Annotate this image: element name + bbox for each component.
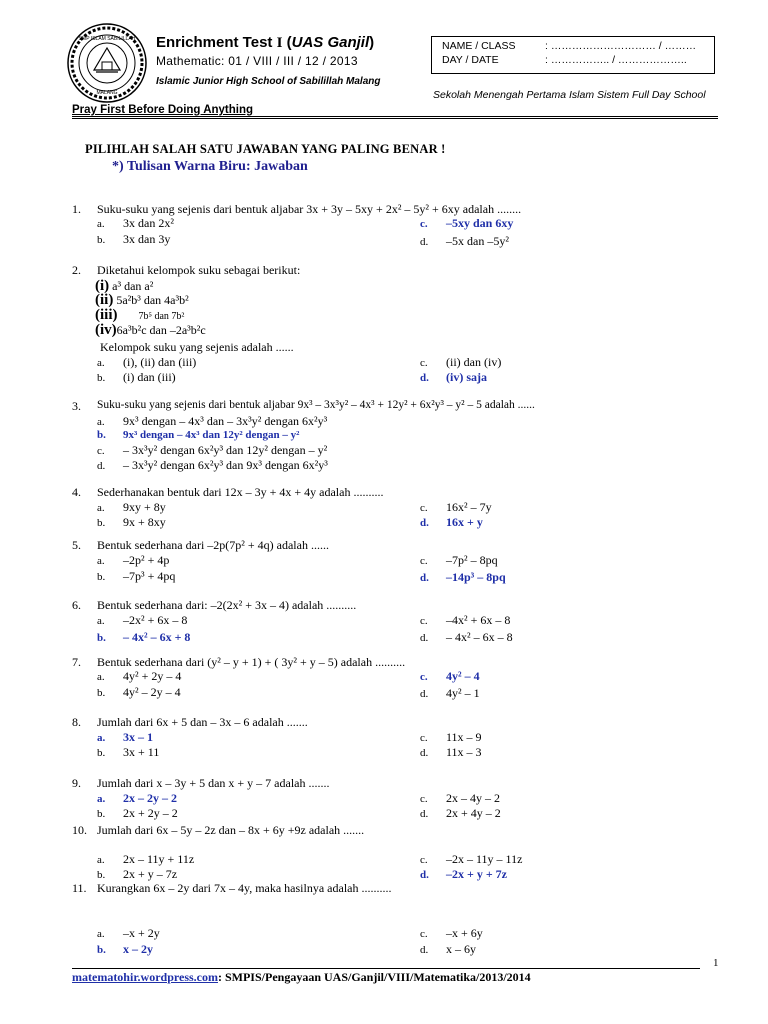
school-logo	[66, 22, 148, 104]
option-b[interactable]: b. –7p³ + 4pq	[97, 569, 176, 583]
option-a[interactable]: a. –x + 2y	[97, 926, 160, 940]
student-info-box	[431, 36, 715, 74]
question-text: Kurangkan 6x – 2y dari 7x – 4y, maka hasilnya adalah ..........	[97, 881, 392, 895]
option-d[interactable]: d. – 4x² – 6x – 8	[420, 630, 513, 644]
group-ii: (ii) 5a²b³ dan 4a³b²	[95, 292, 189, 308]
option-b[interactable]: b. 3x dan 3y	[97, 232, 171, 246]
test-title: Enrichment Test I (UAS Ganjil)	[156, 34, 375, 51]
option-b[interactable]: b. 9x³ dengan – 4x³ dan 12y² dengan – y²	[97, 429, 300, 441]
option-d[interactable]: d. –14p³ – 8pq	[420, 570, 506, 584]
option-a[interactable]: a. 2x – 11y + 11z	[97, 852, 195, 866]
day-date-field[interactable]: : …………….. / ………………..	[545, 54, 687, 66]
option-a[interactable]: a. 9x³ dengan – 4x³ dan – 3x³y² dengan 6x²y³	[97, 414, 328, 428]
option-d[interactable]: d. x – 6y	[420, 942, 476, 956]
footer	[72, 970, 531, 985]
option-b[interactable]: b. 4y² – 2y – 4	[97, 685, 181, 699]
option-b[interactable]: b. 3x + 11	[97, 745, 160, 759]
svg-text:MALANG: MALANG	[96, 90, 118, 96]
option-b[interactable]: b. – 4x² – 6x + 8	[97, 630, 191, 644]
option-b[interactable]: b. (i) dan (iii)	[97, 370, 176, 384]
option-d[interactable]: d. 4y² – 1	[420, 686, 480, 700]
header-divider	[72, 116, 718, 119]
option-c[interactable]: c. –4x² + 6x – 8	[420, 613, 511, 627]
option-a[interactable]: a. 2x – 2y – 2	[97, 791, 177, 805]
name-class-field[interactable]: : ………………………… / ………	[545, 40, 697, 52]
option-c[interactable]: c. (ii) dan (iv)	[420, 355, 502, 369]
question-text: Bentuk sederhana dari –2p(7p² + 4q) adalah ......	[97, 538, 329, 552]
option-b[interactable]: b. 2x + y – 7z	[97, 867, 178, 881]
option-b[interactable]: b. 2x + 2y – 2	[97, 806, 178, 820]
group-iii: (iii) 7b⁵ dan 7b²	[95, 307, 185, 323]
footer-text: : SMPIS/Pengayaan UAS/Ganjil/VIII/Matematika/2013/2014	[217, 970, 531, 984]
pray-note: Pray First Before Doing Anything	[72, 104, 254, 116]
option-c[interactable]: c. 2x – 4y – 2	[420, 791, 500, 805]
option-c[interactable]: c. –x + 6y	[420, 926, 483, 940]
answer-color-note: *) Tulisan Warna Biru: Jawaban	[112, 159, 308, 174]
school-tagline: Sekolah Menengah Pertama Islam Sistem Full Day School	[433, 89, 706, 101]
option-a[interactable]: a. 4y² + 2y – 4	[97, 669, 182, 683]
svg-text:SMP ISLAM SABILILLAH: SMP ISLAM SABILILLAH	[78, 36, 136, 42]
day-date-label: DAY / DATE	[442, 54, 499, 66]
name-class-label: NAME / CLASS	[442, 40, 516, 52]
option-d[interactable]: d. 2x + 4y – 2	[420, 806, 501, 820]
option-d[interactable]: d. (iv) saja	[420, 370, 487, 384]
question-text: Bentuk sederhana dari (y² – y + 1) + ( 3y² + y – 5) adalah ..........	[97, 655, 406, 669]
option-a[interactable]: a. (i), (ii) dan (iii)	[97, 355, 197, 369]
option-d[interactable]: d. 16x + y	[420, 515, 483, 529]
page-number: 1	[713, 957, 719, 969]
option-a[interactable]: a. –2p² + 4p	[97, 553, 170, 567]
option-d[interactable]: d. –2x + y + 7z	[420, 867, 508, 881]
option-a[interactable]: a. –2x² + 6x – 8	[97, 613, 188, 627]
option-c[interactable]: c. 16x² – 7y	[420, 500, 492, 514]
question-text: Suku-suku yang sejenis dari bentuk aljabar 3x + 3y – 5xy + 2x² – 5y² + 6xy adalah ........	[97, 202, 522, 216]
option-c[interactable]: c. –2x – 11y – 11z	[420, 852, 523, 866]
question-text: Jumlah dari 6x – 5y – 2z dan – 8x + 6y +9z adalah .......	[97, 823, 365, 837]
website-link[interactable]: matematohir.wordpress.com	[72, 970, 218, 984]
option-a[interactable]: a. 3x – 1	[97, 730, 153, 744]
school-name: Islamic Junior High School of Sabilillah Malang	[156, 76, 381, 87]
option-a[interactable]: a. 3x dan 2x²	[97, 216, 174, 230]
test-code: Mathematic: 01 / VIII / III / 12 / 2013	[156, 54, 358, 68]
option-c[interactable]: c. – 3x³y² dengan 6x²y³ dan 12y² dengan – y²	[97, 443, 328, 457]
question-text: Sederhanakan bentuk dari 12x – 3y + 4x + 4y adalah ..........	[97, 485, 384, 499]
option-a[interactable]: a. 9xy + 8y	[97, 500, 166, 514]
question-text: Diketahui kelompok suku sebagai berikut:	[97, 263, 301, 277]
option-d[interactable]: d. –5x dan –5y²	[420, 234, 509, 248]
question-subtext: Kelompok suku yang sejenis adalah ......	[100, 340, 294, 354]
option-c[interactable]: c. 11x – 9	[420, 730, 482, 744]
option-b[interactable]: b. x – 2y	[97, 942, 153, 956]
option-b[interactable]: b. 9x + 8xy	[97, 515, 166, 529]
group-i: (i) a³ dan a²	[95, 278, 154, 294]
option-c[interactable]: c. –7p² – 8pq	[420, 553, 498, 567]
option-c[interactable]: c. 4y² – 4	[420, 669, 480, 683]
instructions: PILIHLAH SALAH SATU JAWABAN YANG PALING BENAR !	[85, 142, 446, 156]
option-d[interactable]: d. – 3x³y² dengan 6x²y³ dan 9x³ dengan 6x²y³	[97, 458, 328, 472]
option-c[interactable]: c. –5xy dan 6xy	[420, 216, 514, 230]
footer-divider	[72, 968, 700, 969]
group-iv: (iv)6a³b²c dan –2a³b²c	[95, 322, 206, 338]
question-text: Jumlah dari x – 3y + 5 dan x + y – 7 adalah .......	[97, 776, 330, 790]
option-d[interactable]: d. 11x – 3	[420, 745, 482, 759]
question-text: Suku-suku yang sejenis dari bentuk aljabar 9x³ – 3x³y² – 4x³ + 12y² + 6x²y³ – y² – 5 adalah ......	[97, 399, 535, 411]
question-text: Bentuk sederhana dari: –2(2x² + 3x – 4) adalah ..........	[97, 598, 357, 612]
question-text: Jumlah dari 6x + 5 dan – 3x – 6 adalah .......	[97, 715, 308, 729]
